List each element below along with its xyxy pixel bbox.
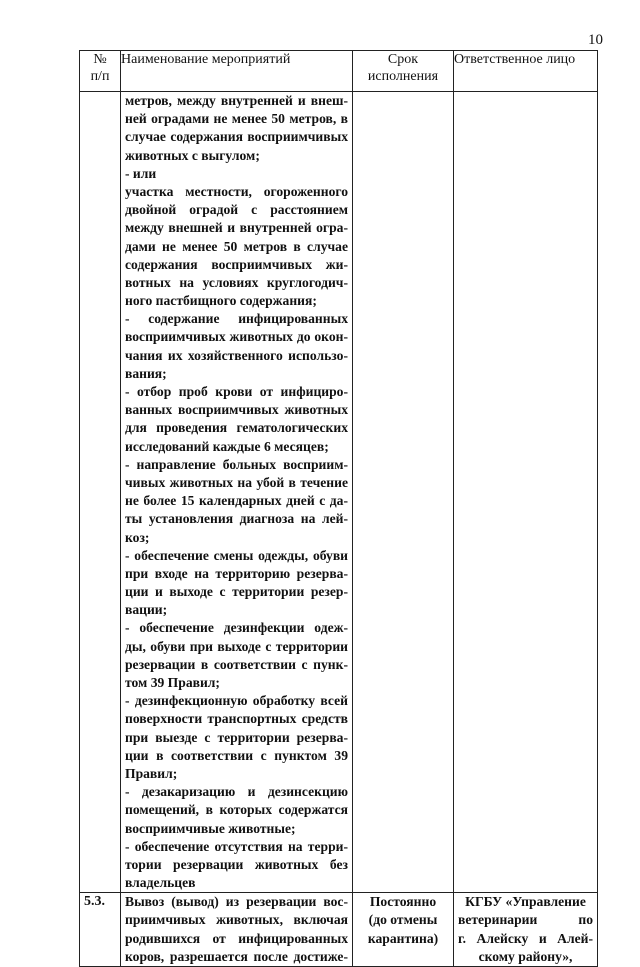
- text-line: - обеспечение дезинфекции одеж-: [125, 620, 348, 636]
- text-line: том 39 Правил;: [125, 675, 220, 690]
- text-line: ней оградами не менее 50 метров, в: [125, 111, 348, 127]
- text-line: коров, разрешается после достиже-: [125, 948, 348, 964]
- text-line: исследований каждые 6 месяцев;: [125, 438, 329, 454]
- text-line: восприимчивых животных до окон-: [125, 329, 348, 345]
- text-line: (до отмены: [368, 912, 438, 928]
- text-line: - отбор проб крови от инфициро-: [125, 384, 348, 399]
- text-line: ванных восприимчивых животных: [125, 402, 348, 418]
- header-num: № п/п: [80, 51, 121, 92]
- table-header-row: [80, 51, 598, 92]
- cell-term: [353, 893, 454, 967]
- header-name: Наименование мероприятий: [121, 51, 353, 92]
- text-line: Вывоз (вывод) из резервации вос-: [125, 894, 348, 910]
- text-line: ты установления диагноза на лей-: [125, 511, 348, 527]
- cell-responsible: [454, 92, 598, 893]
- text-line: - дезакаризацию и дезинсекцию: [125, 784, 348, 800]
- text-line: чания их хозяйственного использо-: [125, 347, 348, 363]
- text-line: помещений, в которых содержатся: [125, 802, 348, 818]
- text-line: между внешней и внутренней огра-: [125, 220, 348, 236]
- table-row-continued: [80, 92, 598, 893]
- cell-name: [121, 92, 353, 893]
- text-line: ды, обуви при выходе с территории: [125, 638, 348, 654]
- text-line: - обеспечение отсутствия на терри-: [125, 838, 348, 854]
- text-line: - направление больных восприим-: [125, 456, 348, 472]
- cell-num: [80, 893, 121, 967]
- text-line: ветеринарии по: [458, 912, 593, 928]
- text-line: - обеспечение смены одежды, обуви: [125, 547, 348, 563]
- text-line: тории резервации животных без: [125, 856, 348, 872]
- text-line: Постоянно: [369, 894, 437, 910]
- cell-name: [121, 893, 353, 967]
- page-number: 10: [588, 32, 603, 48]
- text-line: ции в соответствии с пунктом 39: [125, 747, 348, 763]
- text-line: случае содержания восприимчивых: [125, 129, 348, 145]
- text-line: не более 15 календарных дней с да-: [125, 493, 348, 509]
- header-responsible: Ответственное лицо: [454, 51, 598, 92]
- table-row-5-3: [80, 893, 598, 967]
- text-line: - дезинфекционную обработку всей: [125, 693, 348, 709]
- text-line: - или: [125, 165, 157, 181]
- text-line: вания;: [125, 365, 167, 381]
- text-line: метров, между внутренней и внеш-: [125, 93, 348, 108]
- header-term: Срок исполнения: [353, 51, 454, 92]
- text-line: восприимчивые животные;: [125, 820, 296, 836]
- text-line: Правил;: [125, 765, 178, 781]
- text-line: ции и выходе с территории резер-: [125, 584, 348, 600]
- text-line: карантина): [367, 930, 439, 946]
- text-line: приимчивых животных, включая: [125, 912, 348, 928]
- text-line: дами не менее 50 метров в случае: [125, 238, 348, 254]
- row-number: 5.3.: [84, 894, 105, 910]
- text-line: чивых животных на убой в течение: [125, 474, 348, 490]
- text-line: родившихся от инфицированных: [125, 930, 348, 946]
- text-line: при выезде с территории резерва-: [125, 729, 348, 745]
- text-line: КГБУ «Управление: [465, 894, 586, 910]
- cell-responsible: [454, 893, 598, 967]
- cell-term: [353, 92, 454, 893]
- text-line: резервации в соответствии с пунк-: [125, 656, 348, 672]
- text-line: участка местности, огороженного: [125, 183, 348, 199]
- text-line: двойной оградой с расстоянием: [125, 202, 348, 218]
- text-line: - содержание инфицированных: [125, 311, 348, 327]
- text-line: содержания восприимчивых жи-: [125, 256, 348, 272]
- text-line: при входе на территорию резерва-: [125, 565, 348, 581]
- text-line: ного пастбищного содержания;: [125, 293, 317, 309]
- text-line: владельцев: [125, 875, 196, 891]
- text-line: скому району»,: [478, 948, 573, 964]
- text-line: г. Алейску и Алей-: [458, 930, 593, 946]
- text-line: животных с выгулом;: [125, 147, 260, 163]
- text-line: поверхности транспортных средств: [125, 711, 348, 727]
- text-line: вации;: [125, 602, 168, 618]
- text-line: для проведения гематологических: [125, 420, 348, 436]
- measures-table: [79, 50, 598, 967]
- text-line: коз;: [125, 529, 150, 545]
- text-line: вотных на условиях круглогодич-: [125, 274, 348, 290]
- cell-num: [80, 92, 121, 893]
